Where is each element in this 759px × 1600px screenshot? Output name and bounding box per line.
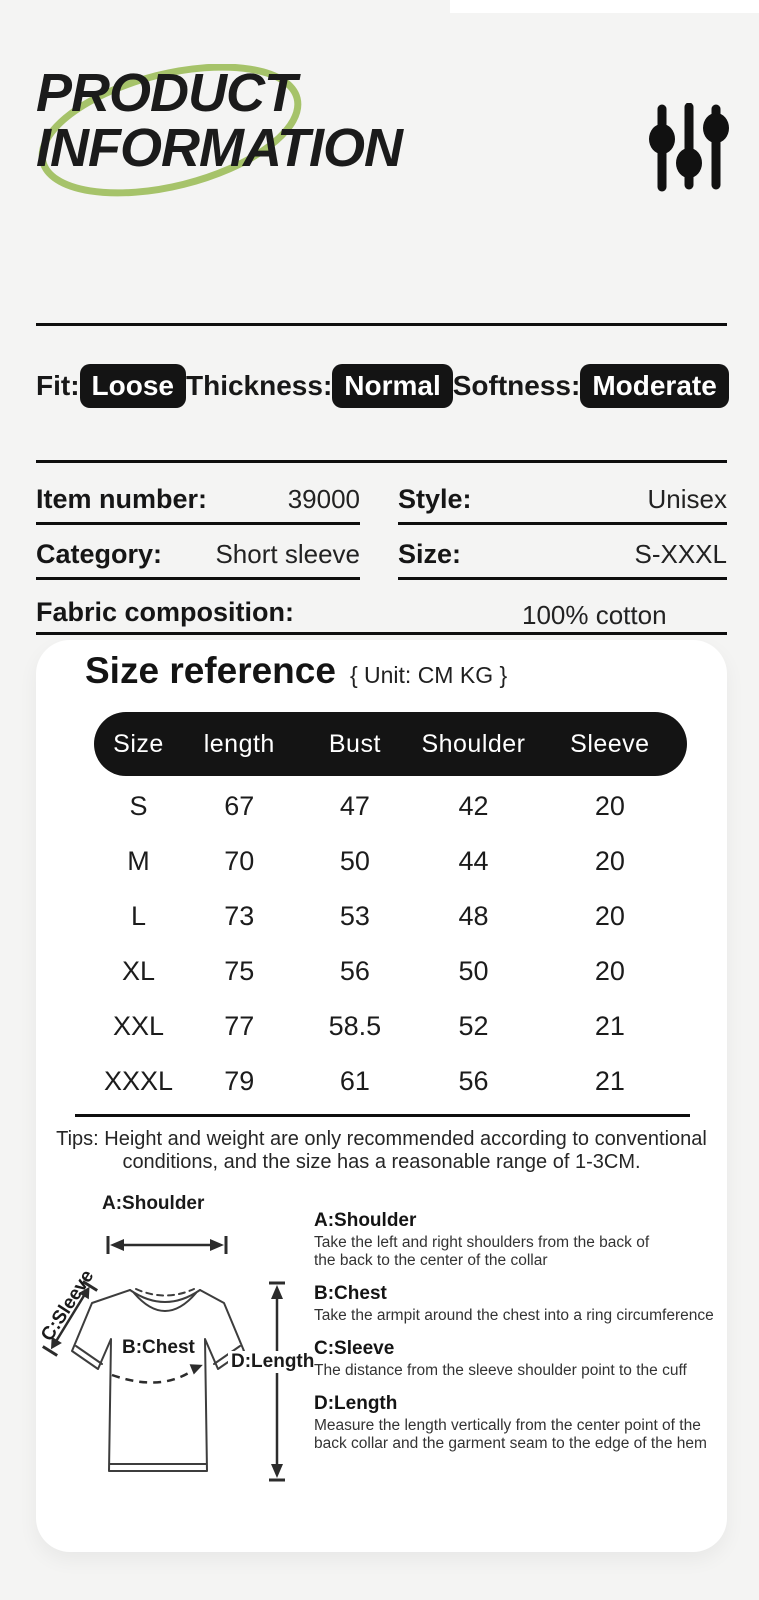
definition-length [314,1393,754,1453]
cell-sleeve: 21 [594,1011,625,1041]
definition-line: Take the left and right shoulders from the back of [314,1234,650,1251]
tips-line2: conditions, and the size has a reasonable range of 1-3CM. [122,1151,641,1173]
definition-line: the back to the center of the collar [314,1252,548,1269]
cell-bust: 47 [339,791,370,821]
category-value: Short sleeve [215,539,360,569]
cell-length: 75 [224,956,255,986]
cell-length: 73 [224,901,255,931]
cell-size: L [130,901,146,931]
cell-shoulder: 44 [458,846,489,876]
item-number-cell [36,484,360,525]
size-reference-header [85,650,507,692]
cell-length: 67 [224,791,255,821]
definition-term: A:Shoulder [314,1210,417,1231]
category-cell [36,539,360,580]
style-label: Style: [398,484,472,514]
fabric-value: 100% cotton [522,600,667,630]
shoulder-arrow [108,1236,226,1254]
chest-arrow [112,1364,203,1382]
cell-shoulder: 50 [458,956,489,986]
attribute-row [36,364,727,408]
cell-sleeve: 20 [594,791,625,821]
page-title-line2: INFORMATION [36,118,402,178]
cell-bust: 50 [339,846,370,876]
size-range-label: Size: [398,539,462,569]
softness-label: Softness: [452,370,581,401]
cell-size: XXXL [103,1066,173,1096]
sliders-icon [645,103,735,193]
cell-sleeve: 20 [594,846,625,876]
size-range-cell [398,539,727,580]
style-cell [398,484,727,525]
cell-sleeve: 20 [594,901,625,931]
table-bottom-divider [75,1114,690,1117]
definition-line: Take the armpit around the chest into a ring circumference [314,1307,714,1324]
fabric-cell [36,594,727,635]
measurement-definitions [314,1210,754,1466]
cell-sleeve: 20 [594,956,625,986]
softness-group [453,364,729,408]
size-range-value: S-XXXL [634,539,727,569]
definition-line: Measure the length vertically from the center point of the [314,1417,701,1434]
table-row-m [94,834,687,889]
column-size: Size [113,729,164,758]
cell-bust: 58.5 [328,1011,382,1041]
cell-size: XL [121,956,155,986]
fit-value-badge: Loose [80,364,186,408]
thickness-label: Thickness: [186,370,333,401]
table-row-xxl [94,999,687,1054]
diagram-label-sleeve: C:Sleeve [37,1266,99,1346]
category-label: Category: [36,539,163,569]
definition-line: The distance from the sleeve shoulder point to the cuff [314,1362,687,1379]
size-reference-title: Size reference [85,650,336,691]
cell-bust: 53 [339,901,370,931]
size-reference-card [36,640,727,1552]
item-number-label: Item number: [36,484,208,514]
cell-shoulder: 42 [458,791,489,821]
size-reference-unit: { Unit: CM KG } [349,662,508,688]
tips-text [36,1128,727,1174]
item-number-value: 39000 [287,484,360,514]
table-row-xl [94,944,687,999]
cell-shoulder: 52 [458,1011,489,1041]
definition-term: B:Chest [314,1283,387,1304]
style-value: Unisex [647,484,727,514]
thickness-group [186,364,453,408]
page-title-line1: PRODUCT [36,63,296,123]
cell-bust: 61 [339,1066,370,1096]
cell-bust: 56 [339,956,370,986]
tips-line1: Tips: Height and weight are only recommended according to conventional [56,1128,707,1150]
table-row-s [94,779,687,834]
page-title [36,63,496,178]
table-row-xxxl [94,1054,687,1109]
size-table-body [94,779,687,1109]
size-table-header [94,712,687,776]
top-white-strip [450,0,759,13]
definition-shoulder [314,1210,754,1270]
thickness-value-badge: Normal [332,364,452,408]
cell-sleeve: 21 [594,1066,625,1096]
fit-group [36,364,186,408]
divider-top [36,323,727,326]
definition-term: D:Length [314,1393,398,1414]
diagram-label-length: D:Length [228,1351,317,1373]
tshirt-measure-diagram [36,1183,316,1518]
definition-term: C:Sleeve [314,1338,395,1359]
cell-shoulder: 56 [458,1066,489,1096]
cell-size: XXL [112,1011,164,1041]
column-length: length [203,729,275,758]
cell-size: M [127,846,150,876]
diagram-label-chest: B:Chest [122,1337,195,1358]
softness-value-badge: Moderate [580,364,728,408]
column-bust: Bust [328,729,381,758]
fit-label: Fit: [36,370,80,401]
definition-line: back collar and the garment seam to the edge of the hem [314,1435,707,1452]
cell-size: S [129,791,148,821]
length-arrow [269,1283,285,1480]
divider-middle [36,460,727,463]
cell-shoulder: 48 [458,901,489,931]
definition-chest [314,1283,754,1325]
column-shoulder: Shoulder [421,729,526,758]
table-row-l [94,889,687,944]
cell-length: 70 [224,846,255,876]
cell-length: 77 [224,1011,255,1041]
cell-length: 79 [224,1066,255,1096]
definition-sleeve [314,1338,754,1380]
diagram-label-shoulder: A:Shoulder [102,1193,205,1214]
fabric-label: Fabric composition: [36,597,295,627]
column-sleeve: Sleeve [570,729,650,758]
